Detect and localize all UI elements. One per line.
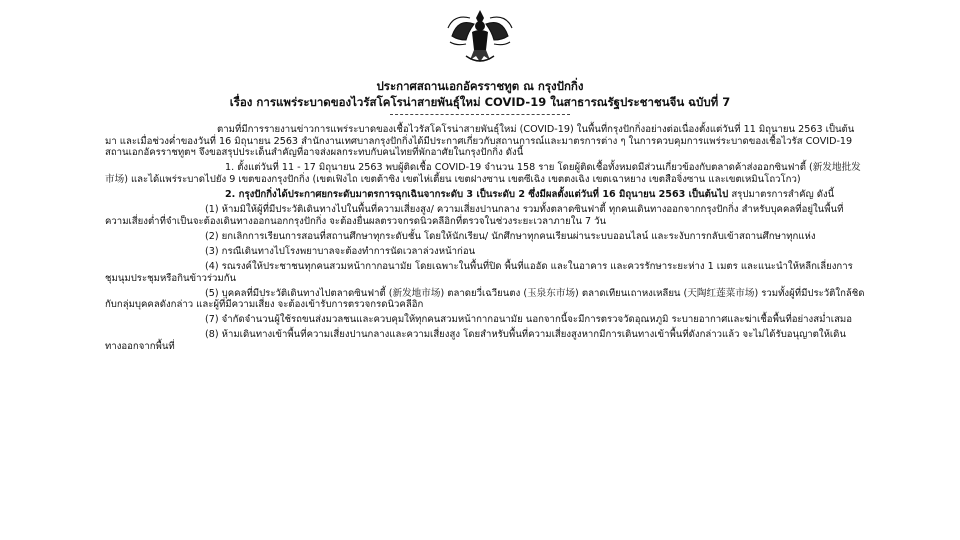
measure-5-market-3: 天陶红莲菜市场 [687, 287, 755, 299]
measure-7: (7) จำกัดจำนวนผู้ใช้รถขนส่งมวลชนและควบคุมให้ทุกคนสวมหน้ากากอนามัย นอกจากนี้จะมีการตรวจวัดอุณหภูมิ ระบายอากาศและฆ่าเชื้อพื้นที่อย่างสม่ำเสมอ [205, 314, 853, 326]
point-2-text: สรุปมาตรการสำคัญ ดังนี้ [728, 188, 835, 200]
point-2-paragraph [105, 189, 865, 201]
measure-5-text-c: ) ตลาดเทียนเถาหงเหลียน ( [575, 287, 688, 299]
measure-5-market-2: 玉泉东市场 [527, 287, 576, 299]
heading-divider [390, 114, 570, 115]
intro-paragraph: ตามที่มีการรายงานข่าวการแพร่ระบาดของเชื้อไวรัสโคโรน่าสายพันธุ์ใหม่ (COVID-19) ในพื้นที่กรุงปักกิ่งอย่างต่อเนื่องตั้งแต่วันที่ 11 มิถุนายน 2563 เป็นต้นมา และเมื่อช่วงค่ำของวันที่ 16 มิถุนายน 2563 สำนักงานเทศบาลกรุงปักกิ่งได้มีประกาศเกี่ยวกับสถานการณ์และมาตรการต่าง ๆ ในการควบคุมการแพร่ระบาดของเชื้อไวรัส COVID-19 สถานเอกอัครราชทูตฯ จึงขอสรุปประเด็นสำคัญที่อาจส่งผลกระทบกับคนไทยที่พักอาศัยในกรุงปักกิ่ง ดังนี้ [105, 124, 855, 159]
measure-2: (2) ยกเลิกการเรียนการสอนที่สถานศึกษาทุกระดับชั้น โดยให้นักเรียน/ นักศึกษาทุกคนเรียนผ่านระบบออนไลน์ และระงับการกลับเข้าสถานศึกษาทุกแห่ง [205, 230, 816, 242]
document-subject: เรื่อง การแพร่ระบาดของไวรัสโคโรน่าสายพันธุ์ใหม่ COVID-19 ในสาธารณรัฐประชาชนจีน ฉบับที่ 7 [229, 95, 731, 109]
measure-3: (3) กรณีเดินทางไปโรงพยาบาลจะต้องทำการนัดเวลาล่วงหน้าก่อน [205, 245, 476, 257]
document-body [105, 124, 865, 356]
measure-5-text-b: ) ตลาดยวี่เฉวียนตง ( [440, 287, 528, 299]
point-2-heading: 2. กรุงปักกิ่งได้ประกาศยกระดับมาตรการฉุกเฉินจากระดับ 3 เป็นระดับ 2 ซึ่งมีผลตั้งแต่วันที่ 16 มิถุนายน 2563 เป็นต้นไป [225, 188, 729, 200]
document-heading: ประกาศสถานเอกอัครราชทูต ณ กรุงปักกิ่ง [376, 79, 584, 93]
point-1-text-b: ) และได้แพร่ระบาดไปยัง 9 เขตของกรุงปักกิ่ง (เขตเฟิงไถ เขตต้าซิง เขตไห่เตี้ยน เขตฝางซาน เขตซีเฉิง เขตตงเฉิง เขตเฉาหยาง เขตสือจิ่งซาน และเขตเหมินโถวโกว) [124, 173, 801, 185]
measure-4: (4) รณรงค์ให้ประชาชนทุกคนสวมหน้ากากอนามัย โดยเฉพาะในพื้นที่ปิด พื้นที่แออัด และในอาคาร และควรรักษาระยะห่าง 1 เมตร และแนะนำให้หลีกเลี่ยงการชุมนุมประชุมหรือกินข้าวร่วมกัน [105, 260, 853, 284]
garuda-emblem-icon [444, 6, 516, 68]
measure-5 [105, 288, 865, 311]
measure-8: (8) ห้ามเดินทางเข้าพื้นที่ความเสี่ยงปานกลางและความเสี่ยงสูง โดยสำหรับพื้นที่ความเสี่ยงสูงหากมีการเดินทางเข้าพื้นที่ดังกล่าวแล้ว จะไม่ได้รับอนุญาตให้เดินทางออกจากพื้นที่ [105, 329, 846, 352]
measure-5-text-d: ) รวมทั้งผู้ที่มีประวัติใกล้ชิดกับกลุ่มบุคคลดังกล่าว และผู้ที่มีความเสี่ยง จะต้องเข้ารับการตรวจกรดนิวคลีอิก [105, 287, 865, 311]
measure-5-market-1: 新发地市场 [392, 287, 441, 299]
point-1-text-a: 1. ตั้งแต่วันที่ 11 - 17 มิถุนายน 2563 พบผู้ติดเชื้อ COVID-19 จำนวน 158 ราย โดยผู้ติดเชื้อทั้งหมดมีส่วนเกี่ยวข้องกับตลาดค้าส่งออกซินฟาตี้ ( [225, 162, 813, 174]
measure-5-text-a: (5) บุคคลที่มีประวัติเดินทางไปตลาดซินฟาตี้ ( [205, 287, 393, 299]
point-1-market-name: 新发地批发市场 [105, 162, 861, 185]
point-1-paragraph [105, 162, 865, 185]
measure-1: (1) ห้ามมิให้ผู้ที่มีประวัติเดินทางไปในพื้นที่ความเสี่ยงสูง/ ความเสี่ยงปานกลาง รวมทั้งตลาดซินฟาตี้ ทุกคนเดินทางออกจากกรุงปักกิ่ง สำหรับบุคคลที่อยู่ในพื้นที่ความเสี่ยงต่ำที่จำเป็นจะต้องเดินทางออกนอกกรุงปักกิ่ง จะต้องยื่นผลตรวจกรดนิวคลีอิกที่ตรวจในช่วงระยะเวลาภายใน 7 วัน [105, 204, 844, 227]
